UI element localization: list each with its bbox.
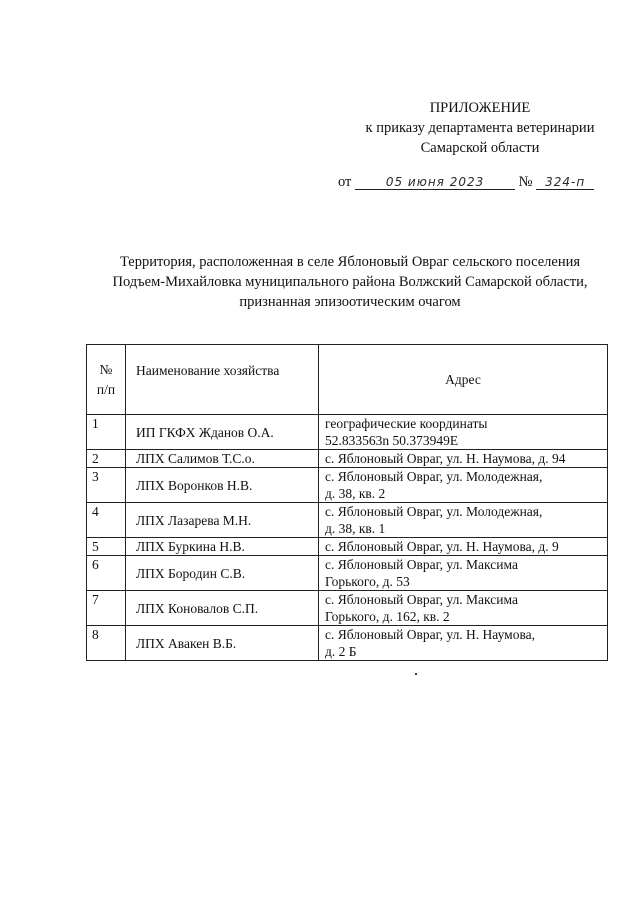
table-row [87,626,608,661]
household-address [319,450,608,468]
address-line1: с. Яблоновый Овраг, ул. Н. Наумова, д. 94 [325,451,566,466]
order-reference [338,174,594,191]
household-name: ЛПХ Воронков Н.В. [126,468,319,503]
household-address [319,556,608,591]
table-row [87,415,608,450]
document-title-line2: Подъем-Михайловка муниципального района Волжский Самарской области, [112,274,588,290]
household-address [319,503,608,538]
address-line1: с. Яблоновый Овраг, ул. Максима [325,557,518,572]
order-number-label: № [518,174,533,190]
household-address [319,538,608,556]
appendix-subtitle-line2: Самарской области [420,140,540,156]
table-row [87,503,608,538]
header-address: Адрес [319,345,608,415]
row-number: 6 [87,556,126,591]
header-name: Наименование хозяйства [126,345,319,415]
household-name: ИП ГКФХ Жданов О.А. [126,415,319,450]
address-line1: с. Яблоновый Овраг, ул. Н. Наумова, д. 9 [325,539,559,554]
table-row [87,556,608,591]
address-line2: 52.833563n 50.373949E [325,433,459,448]
document-title-line3: признанная эпизоотическим очагом [239,294,461,310]
table-row [87,591,608,626]
document-title-line1: Территория, расположенная в селе Яблоновый Овраг сельского поселения [119,254,581,270]
row-number: 7 [87,591,126,626]
order-from-label: от [338,174,352,190]
household-name: ЛПХ Авакен В.Б. [126,626,319,661]
address-line1: с. Яблоновый Овраг, ул. Н. Наумова, [325,627,536,642]
table-header-row [87,345,608,415]
row-number: 8 [87,626,126,661]
header-num [87,345,126,415]
row-number: 5 [87,538,126,556]
row-number: 1 [87,415,126,450]
address-line2: Горького, д. 53 [325,574,410,589]
address-line1: географические координаты [325,416,488,431]
household-address [319,591,608,626]
household-address [319,415,608,450]
appendix-title: ПРИЛОЖЕНИЕ [429,100,531,116]
order-number-handwritten: 324-п [536,175,594,190]
address-line1: с. Яблоновый Овраг, ул. Молодежная, [325,469,543,484]
scan-speck [415,673,417,675]
row-number: 4 [87,503,126,538]
order-date-handwritten: 05 июня 2023 [355,175,515,190]
appendix-subtitle-line1: к приказу департамента ветеринарии [365,120,595,136]
row-number: 2 [87,450,126,468]
household-address [319,468,608,503]
household-name: ЛПХ Салимов Т.С.о. [126,450,319,468]
appendix-header [330,98,630,158]
household-address [319,626,608,661]
document-title [60,252,640,312]
household-name: ЛПХ Буркина Н.В. [126,538,319,556]
table-row [87,538,608,556]
address-line2: д. 38, кв. 1 [325,521,386,536]
header-num-line1: № [99,361,113,377]
header-num-line2: п/п [96,381,116,397]
row-number: 3 [87,468,126,503]
households-table [86,344,608,661]
address-line2: д. 2 Б [325,644,357,659]
table-row [87,468,608,503]
household-name: ЛПХ Бородин С.В. [126,556,319,591]
household-name: ЛПХ Коновалов С.П. [126,591,319,626]
address-line1: с. Яблоновый Овраг, ул. Максима [325,592,518,607]
address-line2: Горького, д. 162, кв. 2 [325,609,450,624]
table-row [87,450,608,468]
household-name: ЛПХ Лазарева М.Н. [126,503,319,538]
address-line1: с. Яблоновый Овраг, ул. Молодежная, [325,504,543,519]
address-line2: д. 38, кв. 2 [325,486,386,501]
